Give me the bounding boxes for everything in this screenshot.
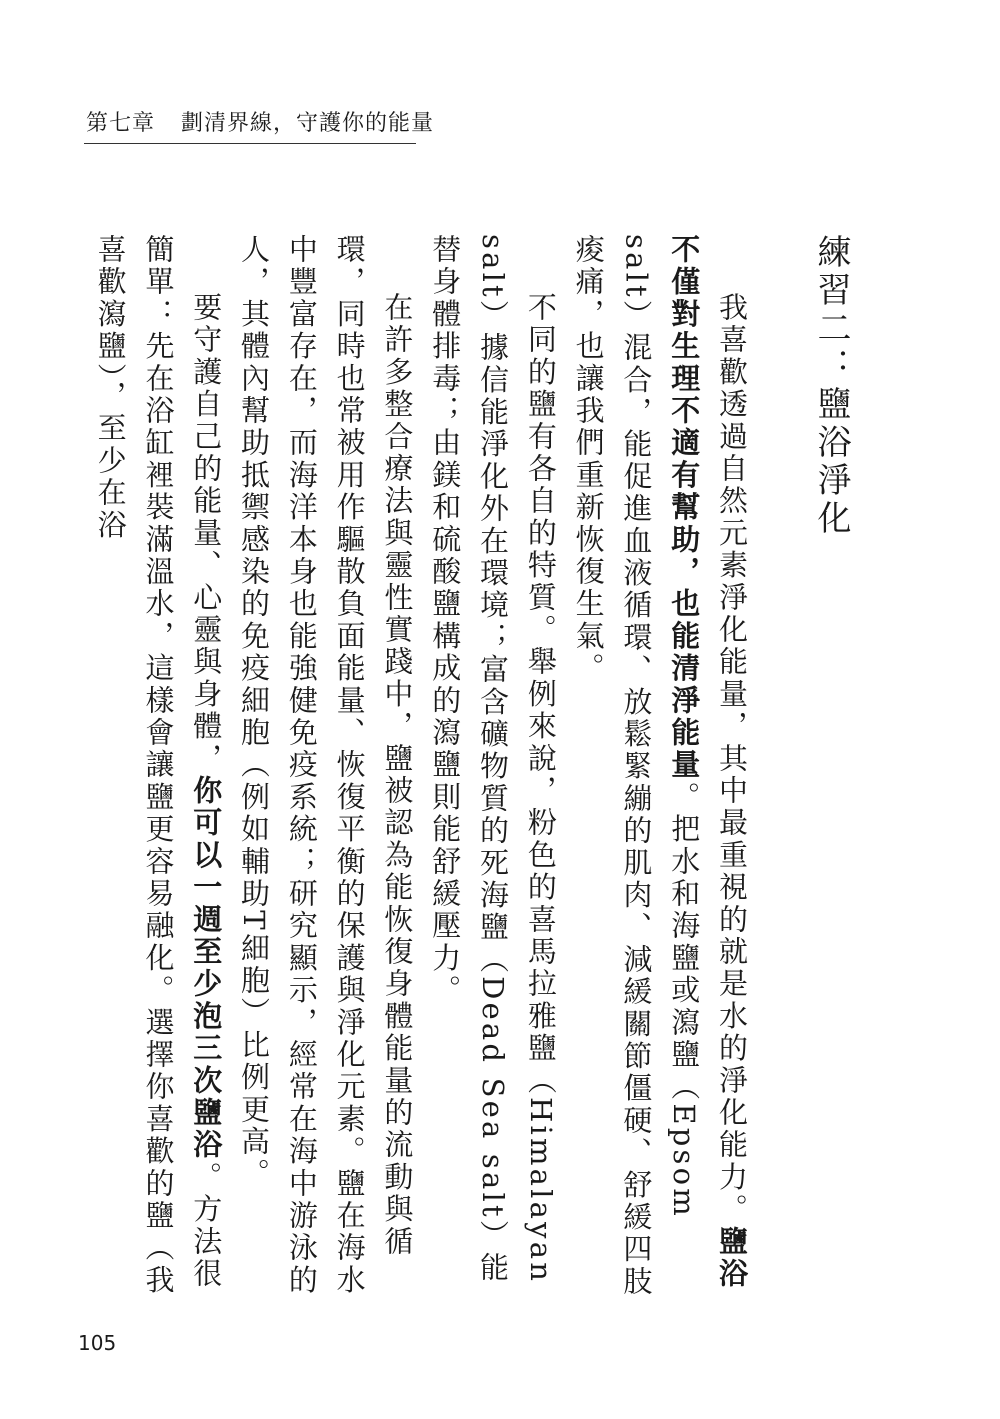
emphasis-text: 你可以一週至少泡三次鹽浴 (189, 775, 224, 1162)
running-header (86, 108, 435, 140)
paragraph-1 (564, 234, 755, 1314)
paragraph-text: 。方法很簡單：先在浴缸裡裝滿溫水，這樣會讓鹽更容易融化。選擇你喜歡的鹽（我喜歡瀉鹽），至少在浴 (93, 234, 224, 1297)
paragraph-4 (86, 234, 229, 1314)
page-number: 105 (78, 1331, 117, 1355)
paragraph-text: 在許多整合療法與靈性實踐中，鹽被認為能恢復身體能量的流動與循環，同時也常被用作驅散負面能量、恢復平衡的保護與淨化元素。鹽在海水中豐富存在，而海洋本身也能強健免疫系統；研究顯示，經常在海中游泳的人，其體內幫助抵禦感染的免疫細胞（例如輔助T細胞）比例更高。 (237, 234, 415, 1297)
paragraph-2 (420, 234, 563, 1314)
paragraph-3 (229, 234, 420, 1314)
section-title: 練習二：鹽浴淨化 (811, 234, 851, 538)
paragraph-text: 我喜歡透過自然元素淨化能量，其中最重視的就是水的淨化能力。 (715, 292, 749, 1226)
body-text (93, 234, 855, 1314)
paragraph-text: 要守護自己的能量、心靈與身體， (189, 292, 224, 775)
paragraph-text: 不同的鹽有各自的特質。舉例來說，粉色的喜馬拉雅鹽（Himalayan salt）據信能淨化外在環境；富含礦物質的死海鹽（Dead Sea salt）能替身體排毒；由鎂和硫酸鹽構成的瀉鹽則能舒緩壓力。 (428, 234, 558, 1285)
chapter-title: 劃清界線，守護你的能量 (181, 111, 435, 136)
chapter-number: 第七章 (86, 111, 156, 136)
header-rule (84, 143, 416, 144)
emphasis-text: 鹽浴不僅對生理不適有幫助，也能清淨能量 (667, 234, 749, 1291)
paragraph-text: 。把水和海鹽或瀉鹽（Epsom salt）混合，能促進血液循環、放鬆緊繃的肌肉、減緩關節僵硬、舒緩四肢痠痛，也讓我們重新恢復生氣。 (571, 234, 702, 1299)
